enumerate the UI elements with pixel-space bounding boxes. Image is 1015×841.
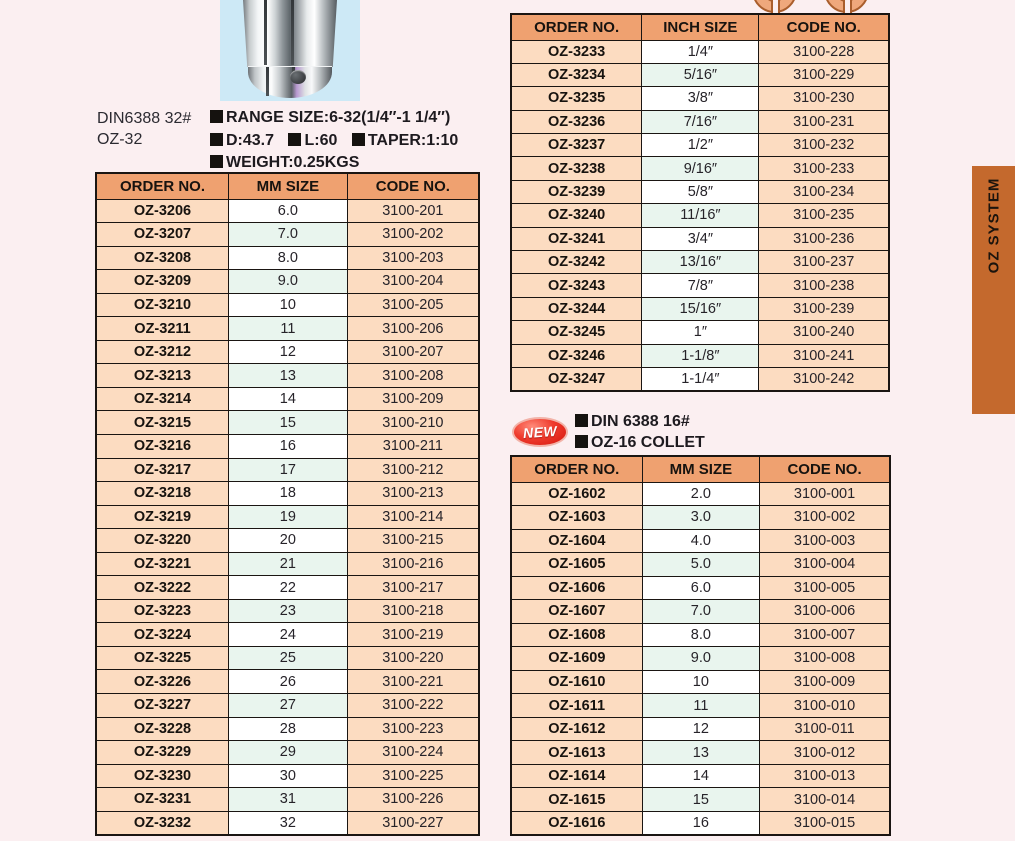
table-row	[511, 321, 889, 344]
size-cell: 6.0	[229, 199, 348, 223]
code-no-cell: 3100-216	[347, 552, 479, 576]
size-cell: 12	[642, 717, 759, 741]
new-badge	[512, 417, 568, 447]
size-cell: 3.0	[642, 506, 759, 530]
table-row	[96, 293, 479, 317]
code-no-cell: 3100-217	[347, 576, 479, 600]
collet-slit	[264, 0, 267, 65]
code-no-cell: 3100-218	[347, 599, 479, 623]
collet-body	[243, 0, 337, 67]
order-no-cell: OZ-3235	[511, 87, 642, 110]
code-no-cell: 3100-003	[760, 529, 890, 553]
order-no-cell: OZ-3232	[96, 811, 229, 835]
collet-slit	[266, 67, 269, 96]
side-tab-label: OZ SYSTEM	[985, 177, 1002, 273]
table-row	[96, 576, 479, 600]
table-row	[96, 411, 479, 435]
table-row	[96, 364, 479, 388]
table-row	[96, 458, 479, 482]
table-row	[96, 623, 479, 647]
table-row	[511, 576, 890, 600]
code-no-cell: 3100-238	[759, 274, 889, 297]
order-no-cell: OZ-3239	[511, 180, 642, 203]
column-header: ORDER NO.	[511, 14, 642, 40]
size-cell: 8.0	[229, 246, 348, 270]
table-row	[96, 717, 479, 741]
code-no-cell: 3100-224	[347, 741, 479, 765]
table-row	[96, 223, 479, 247]
spec-taper: TAPER:1:10	[367, 131, 459, 149]
table-row	[96, 670, 479, 694]
size-cell: 19	[229, 505, 348, 529]
code-no-cell: 3100-225	[347, 764, 479, 788]
order-no-cell: OZ-3220	[96, 529, 229, 553]
table-row	[511, 506, 890, 530]
code-no-cell: 3100-201	[347, 199, 479, 223]
size-cell: 22	[229, 576, 348, 600]
order-no-cell: OZ-3216	[96, 434, 229, 458]
size-cell: 1/2″	[642, 134, 759, 157]
order-no-cell: OZ-1615	[511, 788, 642, 812]
size-cell: 15/16″	[642, 297, 759, 320]
order-no-cell: OZ-3237	[511, 134, 642, 157]
order-no-cell: OZ-3243	[511, 274, 642, 297]
order-no-cell: OZ-3226	[96, 670, 229, 694]
size-cell: 1/4″	[642, 40, 759, 63]
code-no-cell: 3100-230	[759, 87, 889, 110]
size-cell: 13	[229, 364, 348, 388]
table-row	[511, 764, 890, 788]
table-row	[511, 87, 889, 110]
collet-slit	[291, 0, 294, 65]
size-cell: 9.0	[229, 270, 348, 294]
model-standard-label: DIN6388 32#	[97, 110, 192, 127]
header-row	[511, 456, 890, 482]
order-no-cell: OZ-3210	[96, 293, 229, 317]
size-cell: 13	[642, 741, 759, 765]
order-no-cell: OZ-3236	[511, 110, 642, 133]
size-cell: 5/8″	[642, 180, 759, 203]
code-no-cell: 3100-206	[347, 317, 479, 341]
size-cell: 12	[229, 340, 348, 364]
table-row	[511, 297, 889, 320]
table-row	[511, 110, 889, 133]
table-row	[511, 344, 889, 367]
model-name-label: OZ-32	[97, 131, 143, 148]
square-bullet-icon	[210, 110, 223, 123]
square-bullet-icon	[288, 133, 301, 146]
table-row	[96, 387, 479, 411]
collet-ring-icon	[752, 0, 797, 13]
column-header: INCH SIZE	[642, 14, 759, 40]
table-row	[511, 227, 889, 250]
oz16-standard-line	[575, 411, 705, 432]
oz-system-side-tab	[972, 166, 1015, 414]
order-no-cell: OZ-3228	[96, 717, 229, 741]
spec-l: L:60	[304, 131, 338, 149]
table-row	[511, 367, 889, 391]
code-no-cell: 3100-209	[347, 387, 479, 411]
table-row	[511, 600, 890, 624]
table-row	[96, 529, 479, 553]
size-cell: 24	[229, 623, 348, 647]
order-no-cell: OZ-3207	[96, 223, 229, 247]
code-no-cell: 3100-240	[759, 321, 889, 344]
code-no-cell: 3100-006	[760, 600, 890, 624]
column-header: CODE NO.	[759, 14, 889, 40]
order-no-cell: OZ-3221	[96, 552, 229, 576]
order-no-cell: OZ-1605	[511, 553, 642, 577]
code-no-cell: 3100-233	[759, 157, 889, 180]
oz16-standard-label: DIN 6388 16#	[591, 413, 690, 430]
size-cell: 32	[229, 811, 348, 835]
order-no-cell: OZ-3215	[96, 411, 229, 435]
code-no-cell: 3100-001	[760, 482, 890, 506]
order-no-cell: OZ-3211	[96, 317, 229, 341]
code-no-cell: 3100-220	[347, 646, 479, 670]
code-no-cell: 3100-013	[760, 764, 890, 788]
code-no-cell: 3100-226	[347, 788, 479, 812]
square-bullet-icon	[210, 133, 223, 146]
table-row	[511, 180, 889, 203]
order-no-cell: OZ-1607	[511, 600, 642, 624]
order-no-cell: OZ-1602	[511, 482, 642, 506]
order-no-cell: OZ-1613	[511, 741, 642, 765]
table-row	[96, 246, 479, 270]
column-header: ORDER NO.	[96, 173, 229, 199]
order-no-cell: OZ-3240	[511, 204, 642, 227]
size-cell: 25	[229, 646, 348, 670]
order-no-cell: OZ-3224	[96, 623, 229, 647]
code-no-cell: 3100-005	[760, 576, 890, 600]
size-cell: 7/8″	[642, 274, 759, 297]
table-row	[511, 529, 890, 553]
code-no-cell: 3100-004	[760, 553, 890, 577]
order-no-cell: OZ-3238	[511, 157, 642, 180]
order-no-cell: OZ-3247	[511, 367, 642, 391]
code-no-cell: 3100-223	[347, 717, 479, 741]
size-cell: 27	[229, 693, 348, 717]
order-no-cell: OZ-1608	[511, 623, 642, 647]
table-row	[511, 40, 889, 63]
code-no-cell: 3100-242	[759, 367, 889, 391]
code-no-cell: 3100-237	[759, 251, 889, 274]
size-cell: 7/16″	[642, 110, 759, 133]
code-no-cell: 3100-229	[759, 63, 889, 86]
table-row	[511, 482, 890, 506]
code-no-cell: 3100-227	[347, 811, 479, 835]
collet-hole	[290, 70, 306, 84]
size-cell: 17	[229, 458, 348, 482]
order-no-cell: OZ-3206	[96, 199, 229, 223]
order-no-cell: OZ-1614	[511, 764, 642, 788]
table-row	[511, 788, 890, 812]
size-cell: 18	[229, 482, 348, 506]
square-bullet-icon	[352, 133, 365, 146]
order-no-cell: OZ-1604	[511, 529, 642, 553]
size-cell: 21	[229, 552, 348, 576]
order-no-cell: OZ-3225	[96, 646, 229, 670]
table-row	[511, 647, 890, 671]
spec-weight: WEIGHT:0.25KGS	[226, 154, 360, 171]
order-no-cell: OZ-3245	[511, 321, 642, 344]
table-row	[96, 199, 479, 223]
size-cell: 2.0	[642, 482, 759, 506]
oz32-inch-table	[510, 13, 890, 392]
table-row	[96, 434, 479, 458]
size-cell: 23	[229, 599, 348, 623]
order-no-cell: OZ-3227	[96, 693, 229, 717]
code-no-cell: 3100-213	[347, 482, 479, 506]
size-cell: 1-1/4″	[642, 367, 759, 391]
table-row	[96, 505, 479, 529]
order-no-cell: OZ-3241	[511, 227, 642, 250]
column-header: CODE NO.	[347, 173, 479, 199]
size-cell: 7.0	[642, 600, 759, 624]
column-header: MM SIZE	[229, 173, 348, 199]
size-cell: 13/16″	[642, 251, 759, 274]
table-row	[511, 274, 889, 297]
table-row	[511, 251, 889, 274]
order-no-cell: OZ-3242	[511, 251, 642, 274]
code-no-cell: 3100-211	[347, 434, 479, 458]
code-no-cell: 3100-221	[347, 670, 479, 694]
size-cell: 1-1/8″	[642, 344, 759, 367]
size-cell: 9.0	[642, 647, 759, 671]
header-row	[511, 14, 889, 40]
order-no-cell: OZ-3209	[96, 270, 229, 294]
spec-d: D:43.7	[226, 131, 275, 149]
collet-ring-icon	[824, 0, 869, 13]
code-no-cell: 3100-239	[759, 297, 889, 320]
table-row	[511, 717, 890, 741]
size-cell: 1″	[642, 321, 759, 344]
size-cell: 29	[229, 741, 348, 765]
table-row	[96, 552, 479, 576]
size-cell: 11	[229, 317, 348, 341]
size-cell: 3/8″	[642, 87, 759, 110]
table-row	[96, 741, 479, 765]
order-no-cell: OZ-3219	[96, 505, 229, 529]
order-no-cell: OZ-3223	[96, 599, 229, 623]
size-cell: 28	[229, 717, 348, 741]
table-row	[511, 134, 889, 157]
spec-list	[210, 107, 468, 175]
order-no-cell: OZ-3222	[96, 576, 229, 600]
oz16-headline	[575, 411, 705, 453]
size-cell: 8.0	[642, 623, 759, 647]
size-cell: 26	[229, 670, 348, 694]
size-cell: 5.0	[642, 553, 759, 577]
oz16-collet-line	[575, 432, 705, 453]
table-row	[96, 599, 479, 623]
order-no-cell: OZ-3229	[96, 741, 229, 765]
code-no-cell: 3100-008	[760, 647, 890, 671]
size-cell: 14	[229, 387, 348, 411]
oz32-mm-table	[95, 172, 480, 836]
order-no-cell: OZ-1606	[511, 576, 642, 600]
order-no-cell: OZ-3218	[96, 482, 229, 506]
table-row	[96, 270, 479, 294]
square-bullet-icon	[575, 435, 588, 448]
code-no-cell: 3100-011	[760, 717, 890, 741]
table-row	[96, 788, 479, 812]
order-no-cell: OZ-1616	[511, 811, 642, 835]
size-cell: 10	[642, 670, 759, 694]
code-no-cell: 3100-205	[347, 293, 479, 317]
table-row	[511, 553, 890, 577]
spec-range: RANGE SIZE:6-32(1/4″-1 1/4″)	[226, 109, 451, 126]
code-no-cell: 3100-235	[759, 204, 889, 227]
header-row	[96, 173, 479, 199]
code-no-cell: 3100-204	[347, 270, 479, 294]
order-no-cell: OZ-1612	[511, 717, 642, 741]
table-row	[511, 63, 889, 86]
table-row	[96, 811, 479, 835]
size-cell: 15	[642, 788, 759, 812]
order-no-cell: OZ-3214	[96, 387, 229, 411]
size-cell: 10	[229, 293, 348, 317]
column-header: ORDER NO.	[511, 456, 642, 482]
table-row	[511, 811, 890, 835]
collet-photo	[220, 0, 360, 101]
code-no-cell: 3100-234	[759, 180, 889, 203]
order-no-cell: OZ-1611	[511, 694, 642, 718]
table-row	[96, 693, 479, 717]
order-no-cell: OZ-3213	[96, 364, 229, 388]
code-no-cell: 3100-202	[347, 223, 479, 247]
code-no-cell: 3100-210	[347, 411, 479, 435]
code-no-cell: 3100-012	[760, 741, 890, 765]
order-no-cell: OZ-3233	[511, 40, 642, 63]
order-no-cell: OZ-1609	[511, 647, 642, 671]
order-no-cell: OZ-1603	[511, 506, 642, 530]
spec-line	[210, 107, 468, 130]
size-cell: 31	[229, 788, 348, 812]
code-no-cell: 3100-232	[759, 134, 889, 157]
table-row	[96, 764, 479, 788]
oz16-mm-table	[510, 455, 891, 836]
collet-nose	[248, 66, 332, 98]
code-no-cell: 3100-236	[759, 227, 889, 250]
code-no-cell: 3100-231	[759, 110, 889, 133]
code-no-cell: 3100-009	[760, 670, 890, 694]
order-no-cell: OZ-3231	[96, 788, 229, 812]
model-labels	[97, 108, 191, 150]
order-no-cell: OZ-3230	[96, 764, 229, 788]
code-no-cell: 3100-208	[347, 364, 479, 388]
code-no-cell: 3100-203	[347, 246, 479, 270]
table-row	[511, 204, 889, 227]
code-no-cell: 3100-222	[347, 693, 479, 717]
order-no-cell: OZ-3217	[96, 458, 229, 482]
table-row	[96, 340, 479, 364]
column-header: MM SIZE	[642, 456, 759, 482]
order-no-cell: OZ-3244	[511, 297, 642, 320]
square-bullet-icon	[210, 155, 223, 168]
order-no-cell: OZ-3208	[96, 246, 229, 270]
size-cell: 14	[642, 764, 759, 788]
column-header: CODE NO.	[760, 456, 890, 482]
code-no-cell: 3100-214	[347, 505, 479, 529]
size-cell: 3/4″	[642, 227, 759, 250]
code-no-cell: 3100-241	[759, 344, 889, 367]
size-cell: 5/16″	[642, 63, 759, 86]
code-no-cell: 3100-207	[347, 340, 479, 364]
spec-line	[210, 130, 468, 153]
table-row	[511, 623, 890, 647]
table-row	[511, 157, 889, 180]
oz16-collet-label: OZ-16 COLLET	[591, 434, 705, 451]
size-cell: 20	[229, 529, 348, 553]
code-no-cell: 3100-002	[760, 506, 890, 530]
table-row	[511, 694, 890, 718]
order-no-cell: OZ-3234	[511, 63, 642, 86]
code-no-cell: 3100-014	[760, 788, 890, 812]
size-cell: 9/16″	[642, 157, 759, 180]
size-cell: 11/16″	[642, 204, 759, 227]
code-no-cell: 3100-228	[759, 40, 889, 63]
size-cell: 7.0	[229, 223, 348, 247]
size-cell: 16	[229, 434, 348, 458]
size-cell: 15	[229, 411, 348, 435]
code-no-cell: 3100-010	[760, 694, 890, 718]
order-no-cell: OZ-3246	[511, 344, 642, 367]
table-row	[511, 741, 890, 765]
code-no-cell: 3100-215	[347, 529, 479, 553]
table-row	[96, 646, 479, 670]
size-cell: 4.0	[642, 529, 759, 553]
size-cell: 11	[642, 694, 759, 718]
size-cell: 16	[642, 811, 759, 835]
square-bullet-icon	[575, 414, 588, 427]
size-cell: 30	[229, 764, 348, 788]
code-no-cell: 3100-212	[347, 458, 479, 482]
table-row	[96, 482, 479, 506]
order-no-cell: OZ-3212	[96, 340, 229, 364]
table-row	[511, 670, 890, 694]
order-no-cell: OZ-1610	[511, 670, 642, 694]
size-cell: 6.0	[642, 576, 759, 600]
code-no-cell: 3100-219	[347, 623, 479, 647]
new-badge-label: NEW	[522, 422, 558, 442]
code-no-cell: 3100-015	[760, 811, 890, 835]
code-no-cell: 3100-007	[760, 623, 890, 647]
table-row	[96, 317, 479, 341]
